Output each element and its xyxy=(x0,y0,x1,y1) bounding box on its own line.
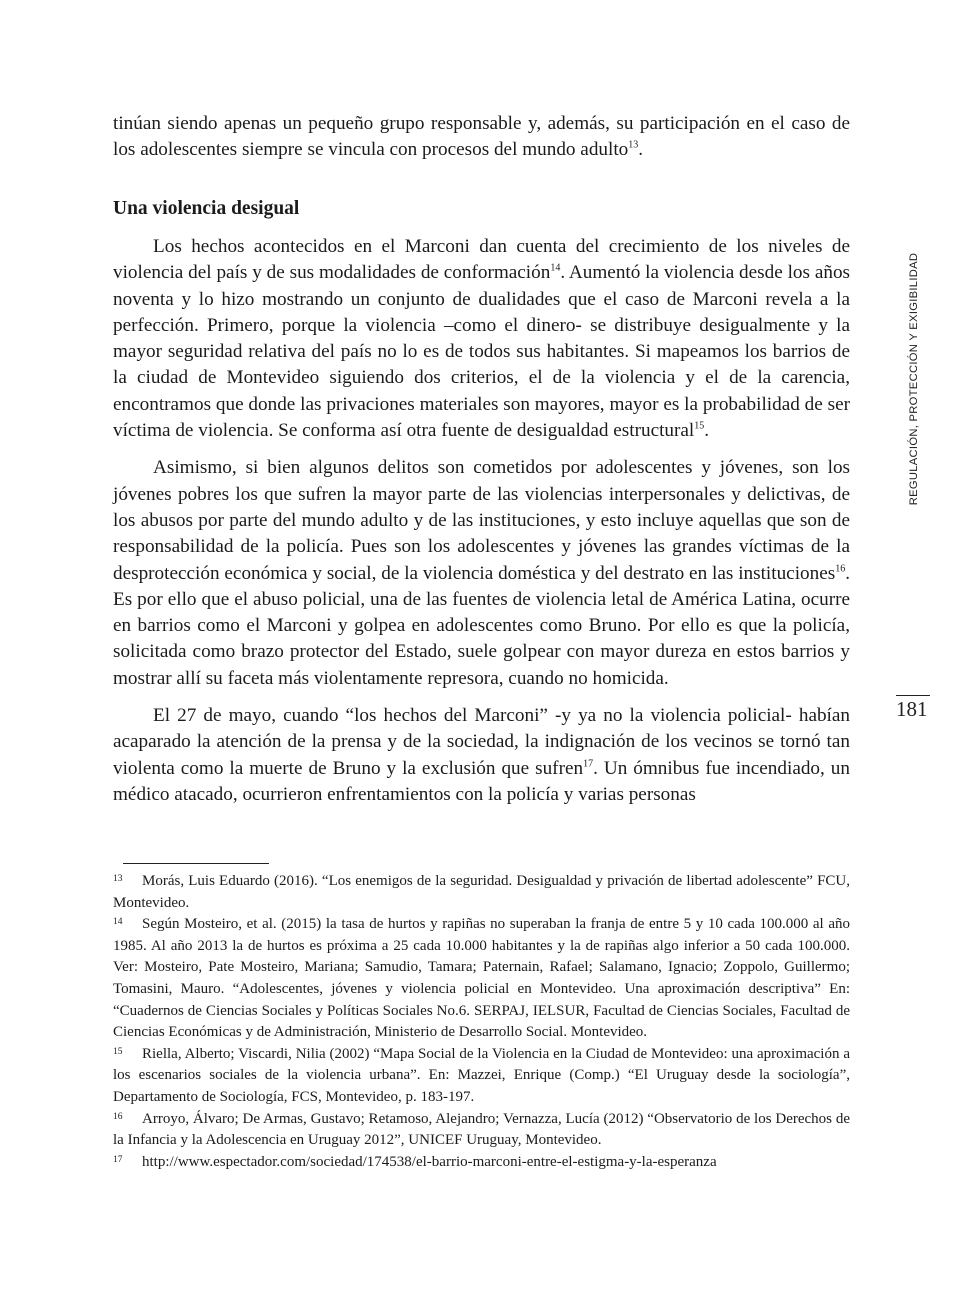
paragraph-top-text: tinúan siendo apenas un pequeño grupo responsable y, además, su participación en el caso de los adolescentes siempre se vincula con procesos del mundo adulto$^{13}$. xyxy=(113,113,850,161)
footnote-text: Riella, Alberto; Viscardi, Nilia (2002) “Mapa Social de la Violencia en la Ciudad de Montevideo: una aproximación a los escenarios sociales de la violencia urbana”. En: Mazzei, Enrique (Comp.) “El Uruguay desde la sociología”, Departamento de Sociología, FCS, Montevideo, p. 183-197. xyxy=(113,1045,850,1105)
section-heading: Una violencia desigual xyxy=(113,198,300,219)
footnotes xyxy=(113,871,850,1173)
paragraph-3: El 27 de mayo, cuando “los hechos del Marconi” -y ya no la violencia policial- habían acaparado la atención de la prensa y de la sociedad, la indignación de los vecinos se tornó tan violenta como la muerte de Bruno y la exclusión que sufren$^{17}$. Un ómnibus fue incendiado, un médico atacado, ocurrieron enfrentamientos con la policía y varias personas xyxy=(113,705,850,805)
footnote-ref-13[interactable]: 13 xyxy=(628,139,639,151)
page-number-rule xyxy=(896,695,930,696)
paragraph-1: Los hechos acontecidos en el Marconi dan cuenta del crecimiento de los niveles de violencia del país y de sus modalidades de conformación$^{14}$. Aumentó la violencia desde los años noventa y lo hizo mostrando un conjunto de dualidades que el caso de Marconi revela a la perfección. Primero, porque la violencia –como el dinero- se distribuye desigualmente y la mayor seguridad relativa del país no lo es de todos sus habitantes. Si mapeamos los barrios de la ciudad de Montevideo siguiendo dos criterios, el de la violencia y el de la carencia, encontramos que donde las privaciones materiales son mayores, mayor es la probabilidad de ser víctima de violencia. Se conforma así otra fuente de desigualdad estructural$^{15}$. xyxy=(113,236,851,442)
footnote-link[interactable]: http://www.espectador.com/sociedad/174538/el-barrio-marconi-entre-el-estigma-y-la-esperanza xyxy=(142,1153,717,1170)
page-number: 181 xyxy=(896,697,928,721)
footnote-16: 16 Arroyo, Álvaro; De Armas, Gustavo; Retamoso, Alejandro; Vernazza, Lucía (2012) “Observatorio de los Derechos de la Infancia y la Adolescencia en Uruguay 2012”, UNICEF Uruguay, Montevideo. xyxy=(113,1110,850,1149)
footnote-text: Según Mosteiro, et al. (2015) la tasa de hurtos y rapiñas no superaban la franja de entre 5 y 10 cada 100.000 al año 1985. Al año 2013 la de hurtos es próxima a 25 cada 10.000 habitantes y la de rapiñas algo inferior a 50 cada 100.000. Ver: Mosteiro, Pate Mosteiro, Mariana; Samudio, Tamara; Paternain, Rafael; Salamano, Ignacio; Zoppolo, Guillermo; Tomasini, Mauro. “Adolescentes, jóvenes y violencia policial en Montevideo. Una aproximación descriptiva” En: “Cuadernos de Ciencias Sociales y Políticas Sociales No.6. SERPAJ, IELSUR, Facultad de Ciencias Sociales, Facultad de Ciencias Económicas y de Administración, Ministerio de Desarrollo Social. Montevideo. xyxy=(113,916,850,1041)
footnote-13: 13 Morás, Luis Eduardo (2016). “Los enemigos de la seguridad. Desigualdad y privación de libertad adolescente” FCU, Montevideo. xyxy=(113,873,850,911)
side-title-text: REGULACIÓN, PROTECCIÓN Y EXIGIBILIDAD xyxy=(908,252,920,506)
footnote-14: 14 Según Mosteiro, et al. (2015) la tasa de hurtos y rapiñas no superaban la franja de entre 5 y 10 cada 100.000 al año 1985. Al año 2013 la de hurtos es próxima a 25 cada 10.000 habitantes y la de rapiñas algo inferior a 50 cada 100.000. Ver: Mosteiro, Pate Mosteiro, Mariana; Samudio, Tamara; Paternain, Rafael; Salamano, Ignacio; Zoppolo, Guillermo; Tomasini, Mauro. “Adolescentes, jóvenes y violencia policial en Montevideo. Una aproximación descriptiva” En: “Cuadernos de Ciencias Sociales y Políticas Sociales No.6. SERPAJ, IELSUR, Facultad de Ciencias Sociales, Facultad de Ciencias Económicas y de Administración, Ministerio de Desarrollo Social. Montevideo. xyxy=(113,916,850,1041)
footnote-text: Arroyo, Álvaro; De Armas, Gustavo; Retamoso, Alejandro; Vernazza, Lucía (2012) “Observatorio de los Derechos de la Infancia y la Adolescencia en Uruguay 2012”, UNICEF Uruguay, Montevideo. xyxy=(113,1110,850,1149)
footnote-ref-16[interactable]: 16 xyxy=(835,563,846,575)
footnote-17: 17 http://www.espectador.com/sociedad/174538/el-barrio-marconi-entre-el-estigma-y-la-esperanza xyxy=(113,1153,717,1170)
footnote-15: 15 Riella, Alberto; Viscardi, Nilia (2002) “Mapa Social de la Violencia en la Ciudad de Montevideo: una aproximación a los escenarios sociales de la violencia urbana”. En: Mazzei, Enrique (Comp.) “El Uruguay desde la sociología”, Departamento de Sociología, FCS, Montevideo, p. 183-197. xyxy=(113,1045,850,1105)
footnote-text: Morás, Luis Eduardo (2016). “Los enemigos de la seguridad. Desigualdad y privación de libertad adolescente” FCU, Montevideo. xyxy=(113,873,850,911)
paragraph-2: Asimismo, si bien algunos delitos son cometidos por adolescentes y jóvenes, son los jóvenes pobres los que sufren la mayor parte de las violencias interpersonales y delictivas, de los abusos por parte del mundo adulto y de las instituciones, y esto incluye aquellas que son de responsabilidad de la policía. Pues son los adolescentes y jóvenes las grandes víctimas de la desprotección económica y social, de la violencia doméstica y del destrato en las instituciones$^{16}$. Es por ello que el abuso policial, una de las fuentes de violencia letal de América Latina, ocurre en barrios como el Marconi y golpea en adolescentes como Bruno. Por ello es que la policía, solicitada como brazo protector del Estado, suele golpear con mayor dureza en estos barrios y mostrar allí su faceta más violentamente represora, cuando no homicida. xyxy=(113,457,850,689)
footnote-separator xyxy=(123,863,269,864)
footnote-ref-15[interactable]: 15 xyxy=(694,420,705,432)
footnote-ref-17[interactable]: 17 xyxy=(583,758,594,770)
footnote-ref-14[interactable]: 14 xyxy=(550,262,561,274)
main-paragraphs xyxy=(113,234,850,808)
paragraph-top xyxy=(113,111,850,164)
running-side-title xyxy=(903,248,925,510)
